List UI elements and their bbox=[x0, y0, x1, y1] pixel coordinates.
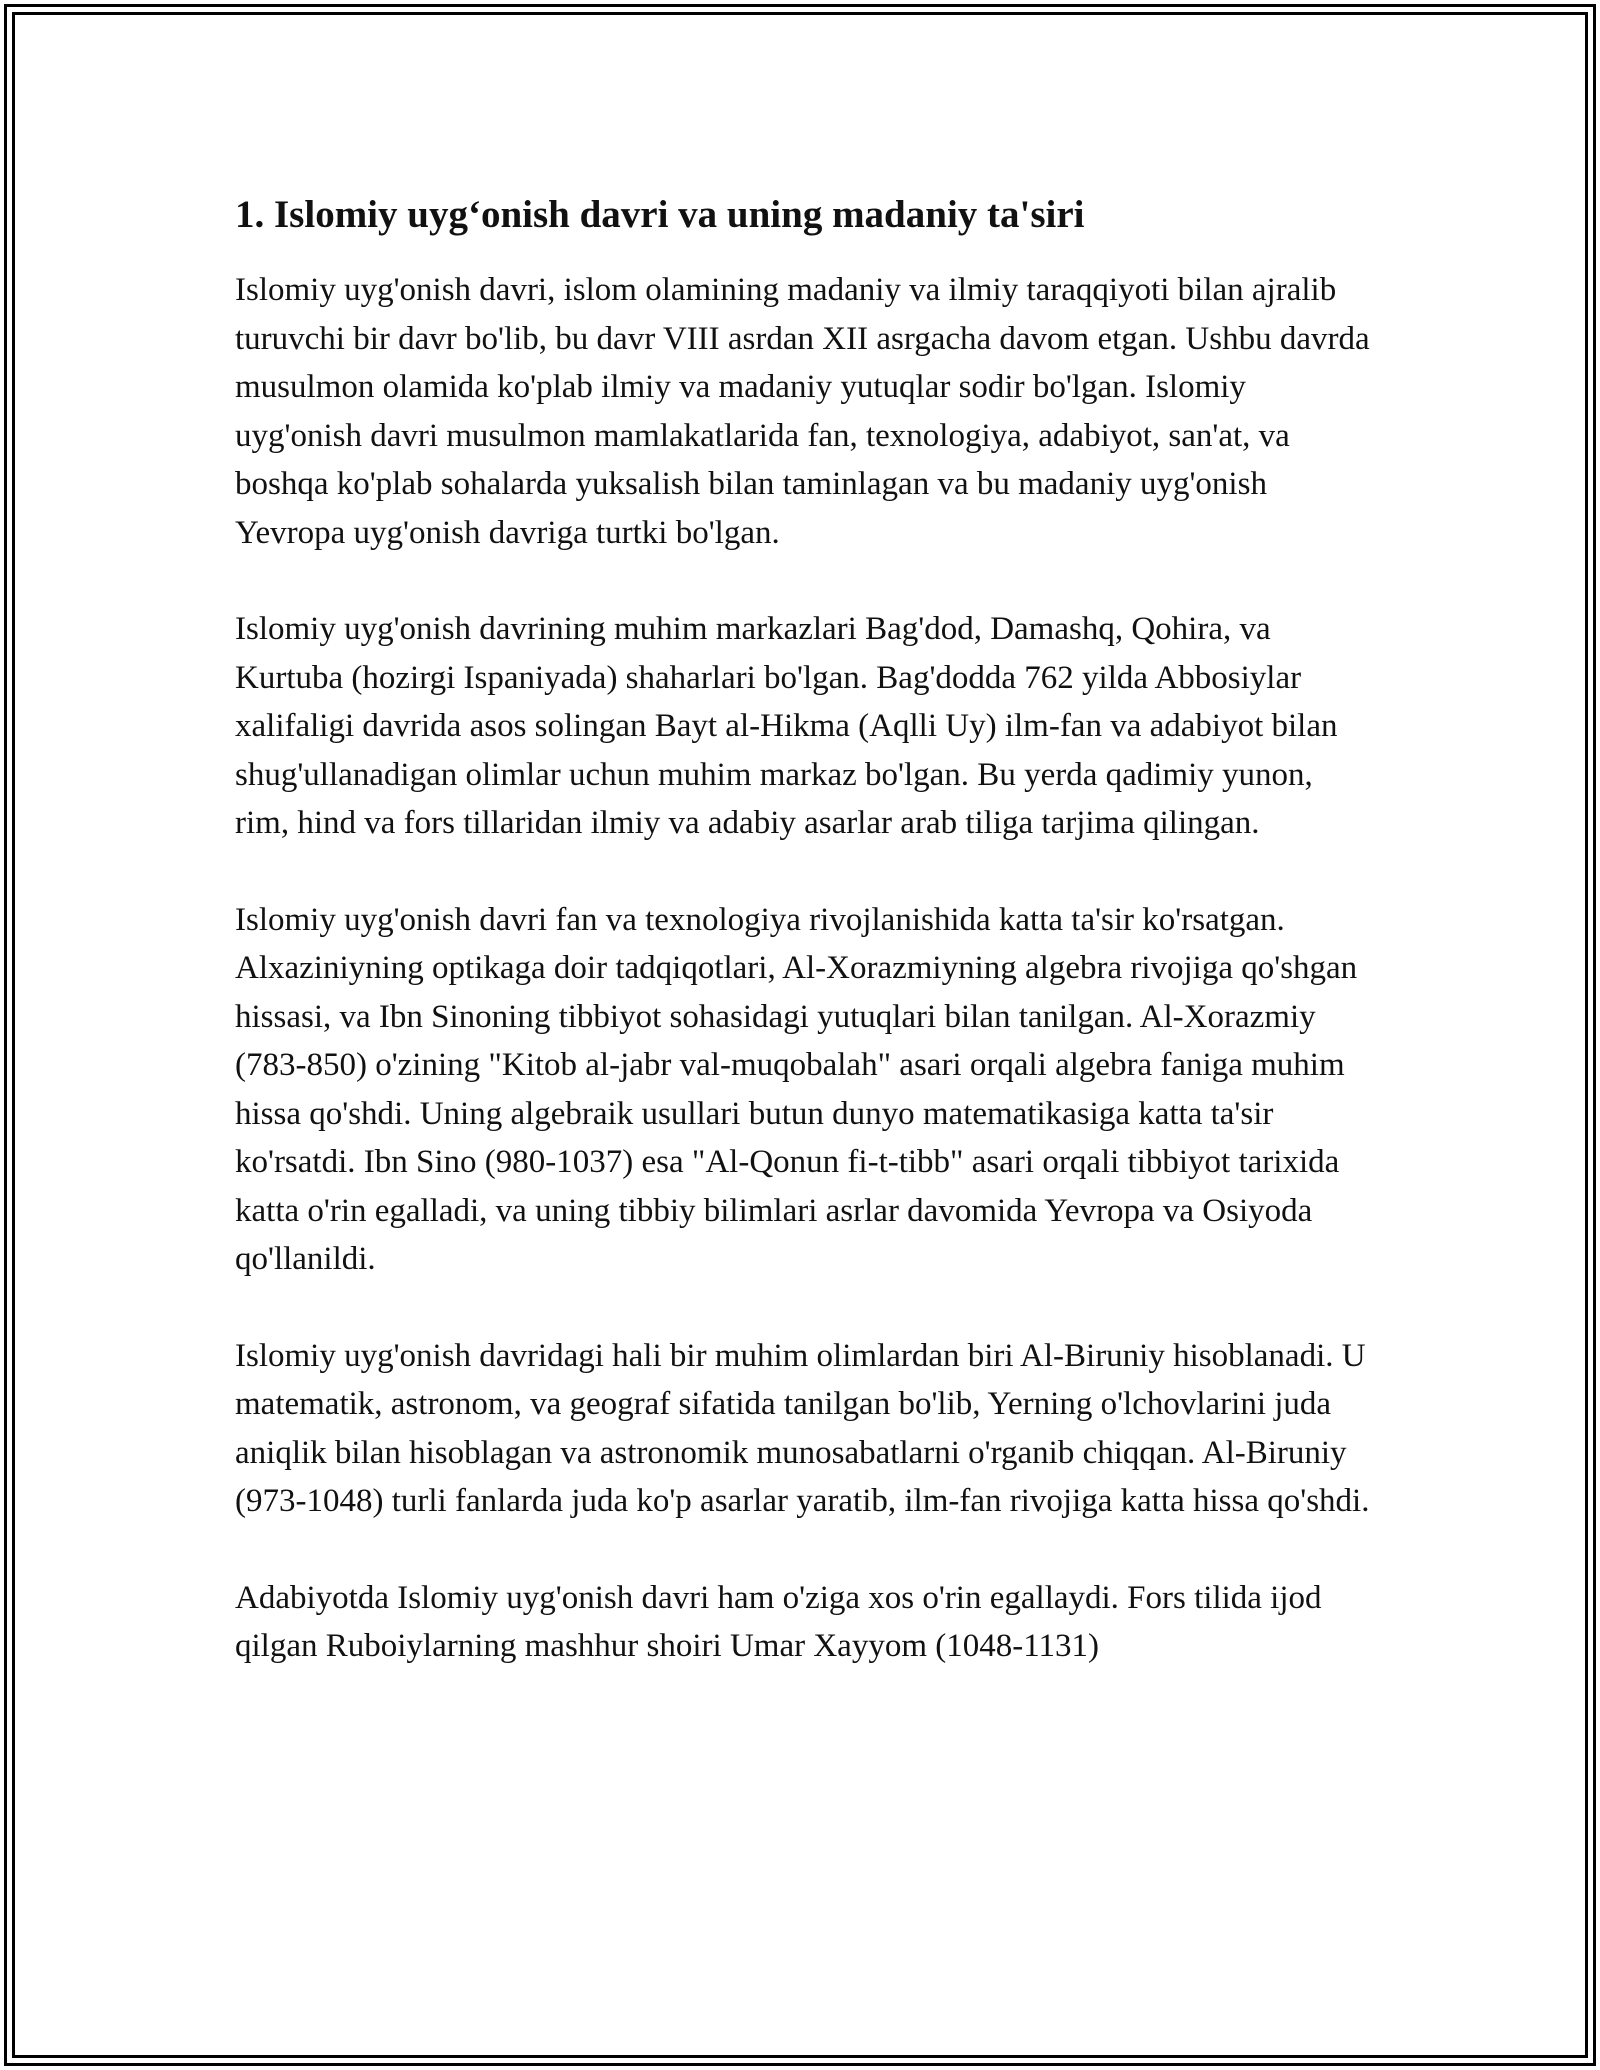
paragraph-3: Islomiy uyg'onish davri fan va texnologiya rivojlanishida katta ta'sir ko'rsatgan. Alxaziniyning optikaga doir tadqiqotlari, Al-Xorazmiyning algebra rivojiga qo'shgan hissasi, va Ibn Sinoning tibbiyot sohasidagi yutuqlari bilan tanilgan. Al-Xorazmiy (783-850) o'zining "Kitob al-jabr val-muqobalah" asari orqali algebra faniga muhim hissa qo'shdi. Uning algebraik usullari butun dunyo matematikasiga katta ta'sir ko'rsatdi. Ibn Sino (980-1037) esa "Al-Qonun fi-t-tibb" asari orqali tibbiyot tarixida katta o'rin egalladi, va uning tibbiy bilimlari asrlar davomida Yevropa va Osiyoda qo'llanildi. bbox=[235, 901, 1358, 1277]
paragraph-5: Adabiyotda Islomiy uyg'onish davri ham o'ziga xos o'rin egallaydi. Fors tilida ijod qilgan Ruboiylarning mashhur shoiri Umar Xayyom (1048-1131) bbox=[235, 1579, 1322, 1664]
paragraph-1: Islomiy uyg'onish davri, islom olamining madaniy va ilmiy taraqqiyoti bilan ajralib turuvchi bir davr bo'lib, bu davr VIII asrdan XII asrgacha davom etgan. Ushbu davrda musulmon olamida ko'plab ilmiy va madaniy yutuqlar sodir bo'lgan. Islomiy uyg'onish davri musulmon mamlakatlarida fan, texnologiya, adabiyot, san'at, va boshqa ko'plab sohalarda yuksalish bilan taminlagan va bu madaniy uyg'onish Yevropa uyg'onish davriga turtki bo'lgan. bbox=[235, 272, 1370, 551]
paragraph-4: Islomiy uyg'onish davridagi hali bir muhim olimlardan biri Al-Biruniy hisoblanadi. U matematik, astronom, va geograf sifatida tanilgan bo'lib, Yerning o'lchovlarini juda aniqlik bilan hisoblagan va astronomik munosabatlarni o'rganib chiqqan. Al-Biruniy (973-1048) turli fanlarda juda ko'p asarlar yaratib, ilm-fan rivojiga katta hissa qo'shdi. bbox=[235, 1337, 1370, 1519]
page-title: 1. Islomiy uyg‘onish davri va uning madaniy ta'siri bbox=[235, 193, 1085, 236]
paragraph-2: Islomiy uyg'onish davrining muhim markazlari Bag'dod, Damashq, Qohira, va Kurtuba (hozirgi Ispaniyada) shaharlari bo'lgan. Bag'dodda 762 yilda Abbosiylar xalifaligi davrida asos solingan Bayt al-Hikma (Aqlli Uy) ilm-fan va adabiyot bilan shug'ullanadigan olimlar uchun muhim markaz bo'lgan. Bu yerda qadimiy yunon, rim, hind va fors tillaridan ilmiy va adabiy asarlar arab tiliga tarjima qilingan. bbox=[235, 611, 1338, 841]
document-body bbox=[235, 185, 1375, 1719]
